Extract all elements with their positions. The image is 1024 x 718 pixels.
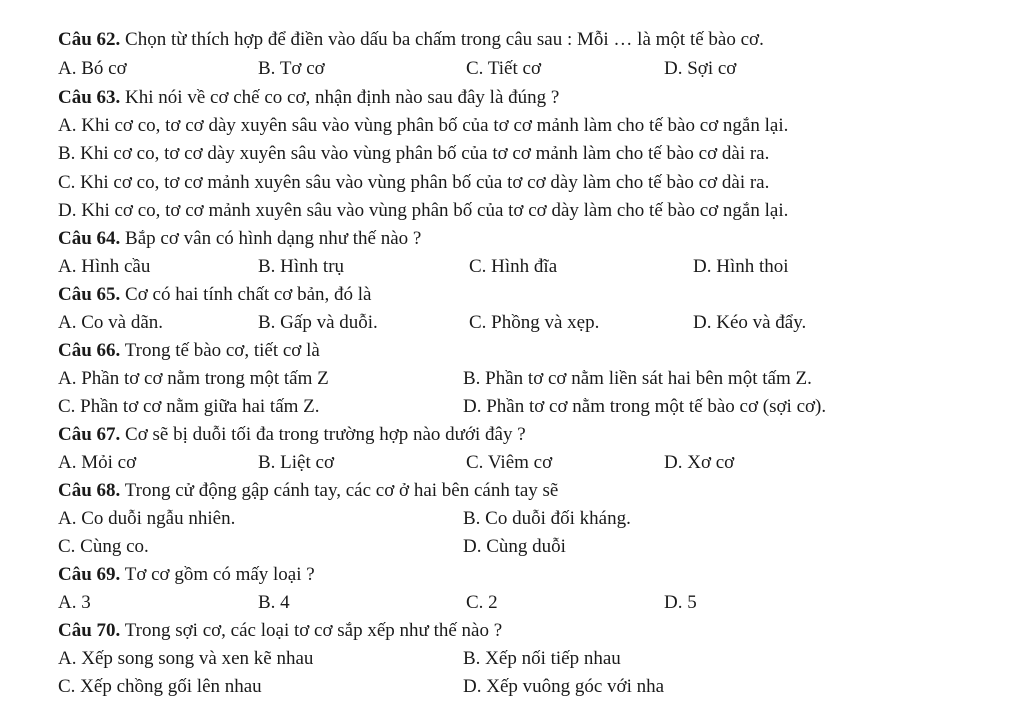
option-d: D. Phần tơ cơ nằm trong một tế bào cơ (sợi cơ). xyxy=(463,396,827,417)
option-b: B. Phần tơ cơ nằm liền sát hai bên một tấm Z. xyxy=(463,368,812,389)
option-a: A. 3 xyxy=(58,592,91,613)
options-row xyxy=(0,309,1024,336)
question-number: Câu 63. xyxy=(58,87,121,108)
question-text: Chọn từ thích hợp để điền vào dấu ba chấm trong câu sau : Mỗi … là một tế bào cơ. xyxy=(125,29,764,50)
option-d: D. Xếp vuông góc với nha xyxy=(463,676,665,697)
option-b: B. 4 xyxy=(258,592,290,613)
options-row xyxy=(0,393,1024,420)
option-a: A. Phần tơ cơ nằm trong một tấm Z xyxy=(58,368,329,389)
options-row xyxy=(0,533,1024,560)
question-number: Câu 68. xyxy=(58,480,121,501)
option-c: C. Cùng co. xyxy=(58,536,149,557)
option-b: B. Gấp và duỗi. xyxy=(258,312,378,333)
question-text: Trong tế bào cơ, tiết cơ là xyxy=(124,340,320,361)
question-text: Cơ có hai tính chất cơ bản, đó là xyxy=(125,284,372,305)
question-64 xyxy=(58,225,421,252)
options-row xyxy=(0,505,1024,532)
option-d: D. Xơ cơ xyxy=(664,452,735,473)
option-a: A. Khi cơ co, tơ cơ dày xuyên sâu vào vùng phân bố của tơ cơ mảnh làm cho tế bào cơ ngắn lại. xyxy=(58,115,789,136)
option-d: D. Khi cơ co, tơ cơ mảnh xuyên sâu vào vùng phân bố của tơ cơ dày làm cho tế bào cơ ngắn lại. xyxy=(58,200,789,221)
question-text: Tơ cơ gồm có mấy loại ? xyxy=(124,564,315,585)
option-a: A. Mỏi cơ xyxy=(58,452,137,473)
question-65 xyxy=(58,281,372,308)
question-text: Bắp cơ vân có hình dạng như thế nào ? xyxy=(125,228,422,249)
options-row xyxy=(0,365,1024,392)
options-row xyxy=(0,645,1024,672)
options-row xyxy=(0,589,1024,616)
question-text: Trong sợi cơ, các loại tơ cơ sắp xếp như thế nào ? xyxy=(124,620,503,641)
option-d: D. Kéo và đẩy. xyxy=(693,312,807,333)
option-d: D. Hình thoi xyxy=(693,256,789,277)
option-c: C. Phần tơ cơ nằm giữa hai tấm Z. xyxy=(58,396,320,417)
question-number: Câu 69. xyxy=(58,564,121,585)
question-70 xyxy=(58,617,502,644)
question-69 xyxy=(58,561,315,588)
question-63 xyxy=(58,84,559,111)
options-row xyxy=(0,673,1024,700)
question-68 xyxy=(58,477,558,504)
option-b: B. Co duỗi đối kháng. xyxy=(463,508,631,529)
option-c: C. Khi cơ co, tơ cơ mảnh xuyên sâu vào vùng phân bố của tơ cơ dày làm cho tế bào cơ dài ra. xyxy=(58,172,770,193)
question-text: Cơ sẽ bị duỗi tối đa trong trường hợp nào dưới đây ? xyxy=(125,424,526,445)
question-number: Câu 70. xyxy=(58,620,121,641)
option-d: D. 5 xyxy=(664,592,697,613)
option-a: A. Bó cơ xyxy=(58,58,127,79)
question-number: Câu 64. xyxy=(58,228,121,249)
option-a: A. Co và dãn. xyxy=(58,312,164,333)
option-d: D. Sợi cơ xyxy=(664,58,737,79)
option-b: B. Hình trụ xyxy=(258,256,345,277)
question-number: Câu 67. xyxy=(58,424,121,445)
option-a: A. Hình cầu xyxy=(58,256,151,277)
question-66 xyxy=(58,337,320,364)
question-number: Câu 65. xyxy=(58,284,121,305)
question-text: Khi nói về cơ chế co cơ, nhận định nào sau đây là đúng ? xyxy=(125,87,560,108)
option-b: B. Liệt cơ xyxy=(258,452,334,473)
options-row xyxy=(0,449,1024,476)
option-c: C. 2 xyxy=(466,592,498,613)
question-62 xyxy=(58,26,764,53)
option-a: A. Co duỗi ngẫu nhiên. xyxy=(58,508,236,529)
option-b: B. Xếp nối tiếp nhau xyxy=(463,648,621,669)
option-c: C. Tiết cơ xyxy=(466,58,541,79)
options-row xyxy=(0,55,1024,82)
question-67 xyxy=(58,421,526,448)
option-c: C. Xếp chồng gối lên nhau xyxy=(58,676,262,697)
option-a: A. Xếp song song và xen kẽ nhau xyxy=(58,648,314,669)
options-row xyxy=(0,253,1024,280)
option-c: C. Hình đĩa xyxy=(469,256,558,277)
option-b: B. Tơ cơ xyxy=(258,58,325,79)
option-c: C. Viêm cơ xyxy=(466,452,553,473)
option-d: D. Cùng duỗi xyxy=(463,536,566,557)
option-c: C. Phồng và xẹp. xyxy=(469,312,600,333)
question-number: Câu 66. xyxy=(58,340,121,361)
option-b: B. Khi cơ co, tơ cơ dày xuyên sâu vào vùng phân bố của tơ cơ mảnh làm cho tế bào cơ dài ra. xyxy=(58,143,770,164)
question-text: Trong cử động gập cánh tay, các cơ ở hai bên cánh tay sẽ xyxy=(124,480,559,501)
question-number: Câu 62. xyxy=(58,29,121,50)
